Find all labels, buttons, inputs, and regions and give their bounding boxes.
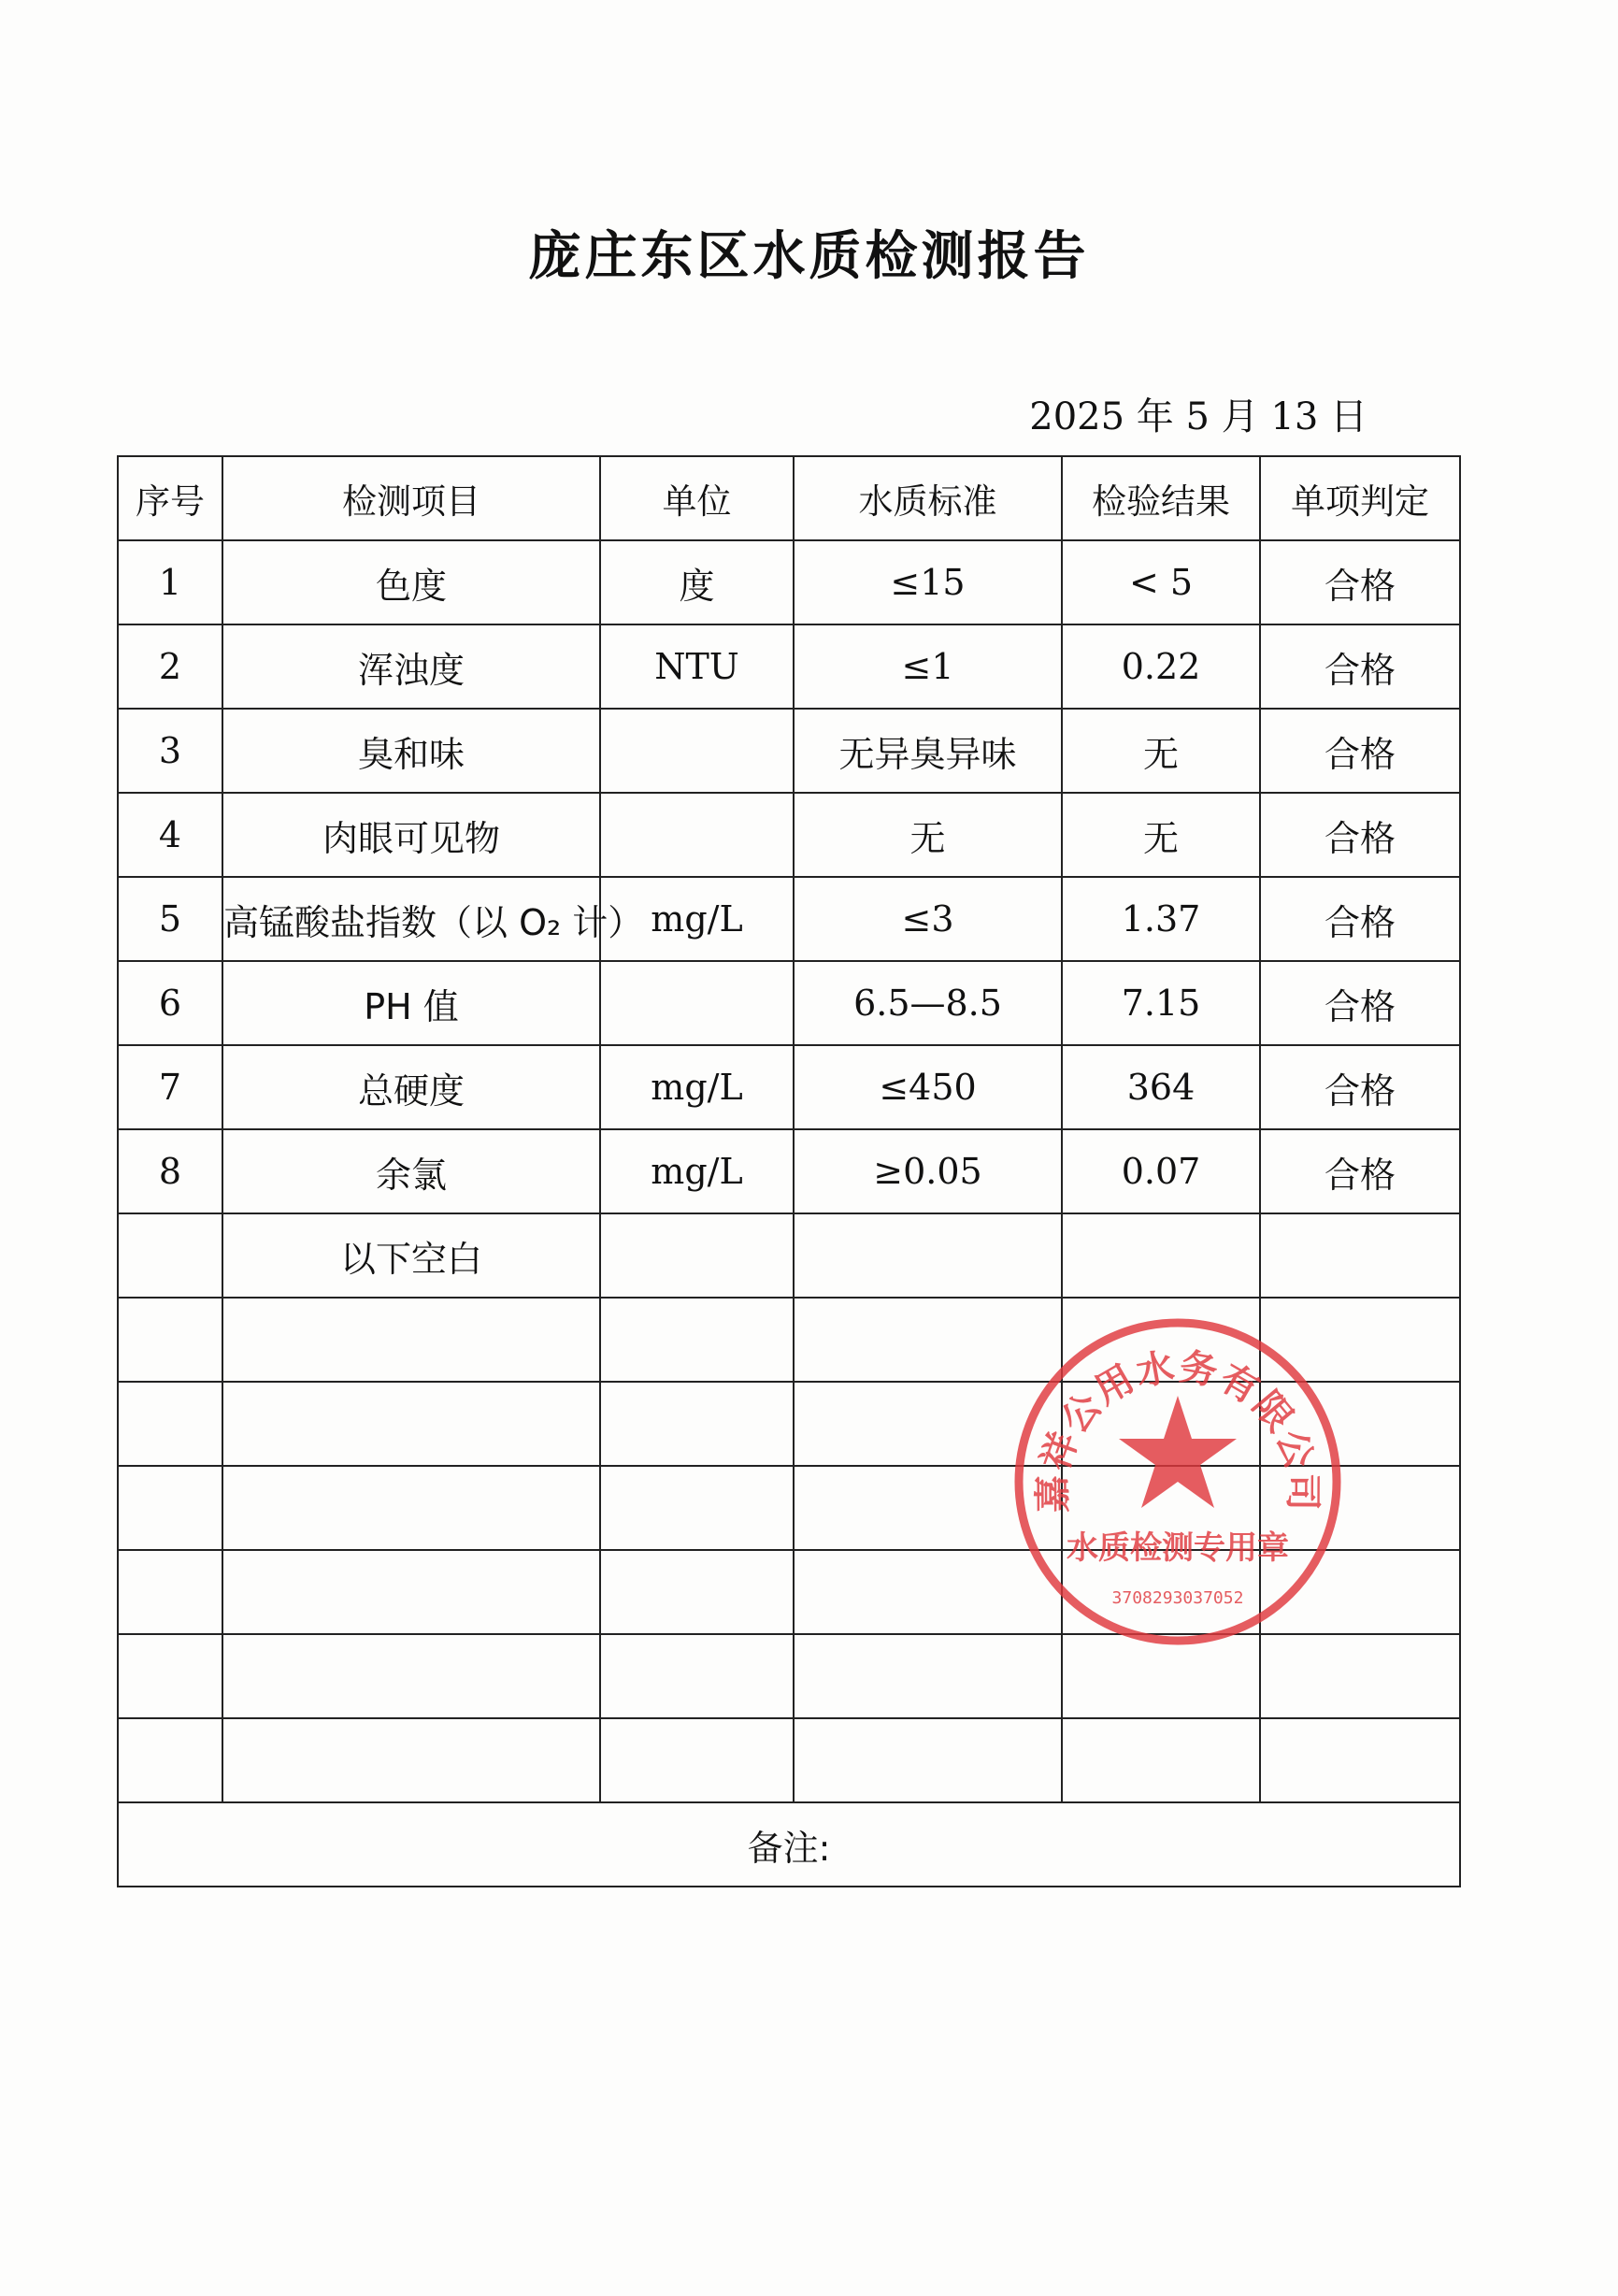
cell-result: 无 [1062,709,1260,793]
table-row-blank-label [118,1213,1460,1298]
cell-item: 总硬度 [222,1045,600,1129]
empty-cell [1260,1213,1460,1298]
cell-result: 7.15 [1062,961,1260,1045]
report-date: 2025 年 5 月 13 日 [1029,395,1367,438]
table-row [118,540,1460,624]
header-result: 检验结果 [1062,456,1260,540]
cell-no: 2 [118,624,222,709]
remarks-label: 备注: [118,1802,1460,1887]
cell-result: 1.37 [1062,877,1260,961]
empty-cell [118,1213,222,1298]
cell-no: 6 [118,961,222,1045]
table-row [118,961,1460,1045]
water-quality-table [117,455,1461,1887]
table-row [118,877,1460,961]
cell-no: 5 [118,877,222,961]
header-item: 检测项目 [222,456,600,540]
cell-result: 无 [1062,793,1260,877]
cell-verdict: 合格 [1260,793,1460,877]
cell-verdict: 合格 [1260,540,1460,624]
cell-item: 色度 [222,540,600,624]
blank-below-label: 以下空白 [222,1213,600,1298]
table-row [118,1045,1460,1129]
cell-unit: NTU [600,624,794,709]
cell-unit: mg/L [600,1045,794,1129]
empty-cell [794,1213,1062,1298]
cell-unit [600,793,794,877]
header-no: 序号 [118,456,222,540]
cell-item: PH 值 [222,961,600,1045]
seal-ring-text: 嘉祥公用水务有限公司 [1031,1344,1324,1514]
seal-number: 3708293037052 [1111,1588,1244,1608]
header-unit: 单位 [600,456,794,540]
cell-unit [600,709,794,793]
table-header-row [118,456,1460,540]
cell-result: 364 [1062,1045,1260,1129]
cell-standard: 无 [794,793,1062,877]
cell-unit: 度 [600,540,794,624]
cell-standard: ≤1 [794,624,1062,709]
cell-result: 0.07 [1062,1129,1260,1213]
cell-item: 臭和味 [222,709,600,793]
cell-standard: 无异臭异味 [794,709,1062,793]
cell-verdict: 合格 [1260,624,1460,709]
cell-unit: mg/L [600,1129,794,1213]
cell-standard: ≤15 [794,540,1062,624]
table-row [118,1129,1460,1213]
seal-graphic [1009,1313,1346,1650]
empty-cell [1062,1213,1260,1298]
header-standard: 水质标准 [794,456,1062,540]
table-row [118,624,1460,709]
cell-verdict: 合格 [1260,1129,1460,1213]
empty-cell [600,1213,794,1298]
table-row [118,793,1460,877]
seal-star-icon [1119,1396,1237,1508]
cell-standard: ≤450 [794,1045,1062,1129]
cell-no: 3 [118,709,222,793]
cell-item: 肉眼可见物 [222,793,600,877]
cell-standard: ≤3 [794,877,1062,961]
cell-unit [600,961,794,1045]
cell-result: 0.22 [1062,624,1260,709]
cell-verdict: 合格 [1260,877,1460,961]
cell-item: 高锰酸盐指数（以 O₂ 计） [222,877,600,961]
cell-no: 1 [118,540,222,624]
cell-standard: ≥0.05 [794,1129,1062,1213]
official-seal [1009,1313,1346,1650]
header-verdict: 单项判定 [1260,456,1460,540]
cell-no: 7 [118,1045,222,1129]
cell-result: < 5 [1062,540,1260,624]
cell-no: 8 [118,1129,222,1213]
cell-verdict: 合格 [1260,1045,1460,1129]
remarks-row [118,1802,1460,1887]
cell-no: 4 [118,793,222,877]
cell-item: 余氯 [222,1129,600,1213]
table-row [118,709,1460,793]
table-row-empty [118,1718,1460,1802]
seal-center-text: 水质检测专用章 [1067,1529,1289,1567]
cell-standard: 6.5—8.5 [794,961,1062,1045]
report-title: 庞庄东区水质检测报告 [528,226,1090,287]
cell-item: 浑浊度 [222,624,600,709]
cell-unit: mg/L [600,877,794,961]
cell-verdict: 合格 [1260,961,1460,1045]
cell-verdict: 合格 [1260,709,1460,793]
